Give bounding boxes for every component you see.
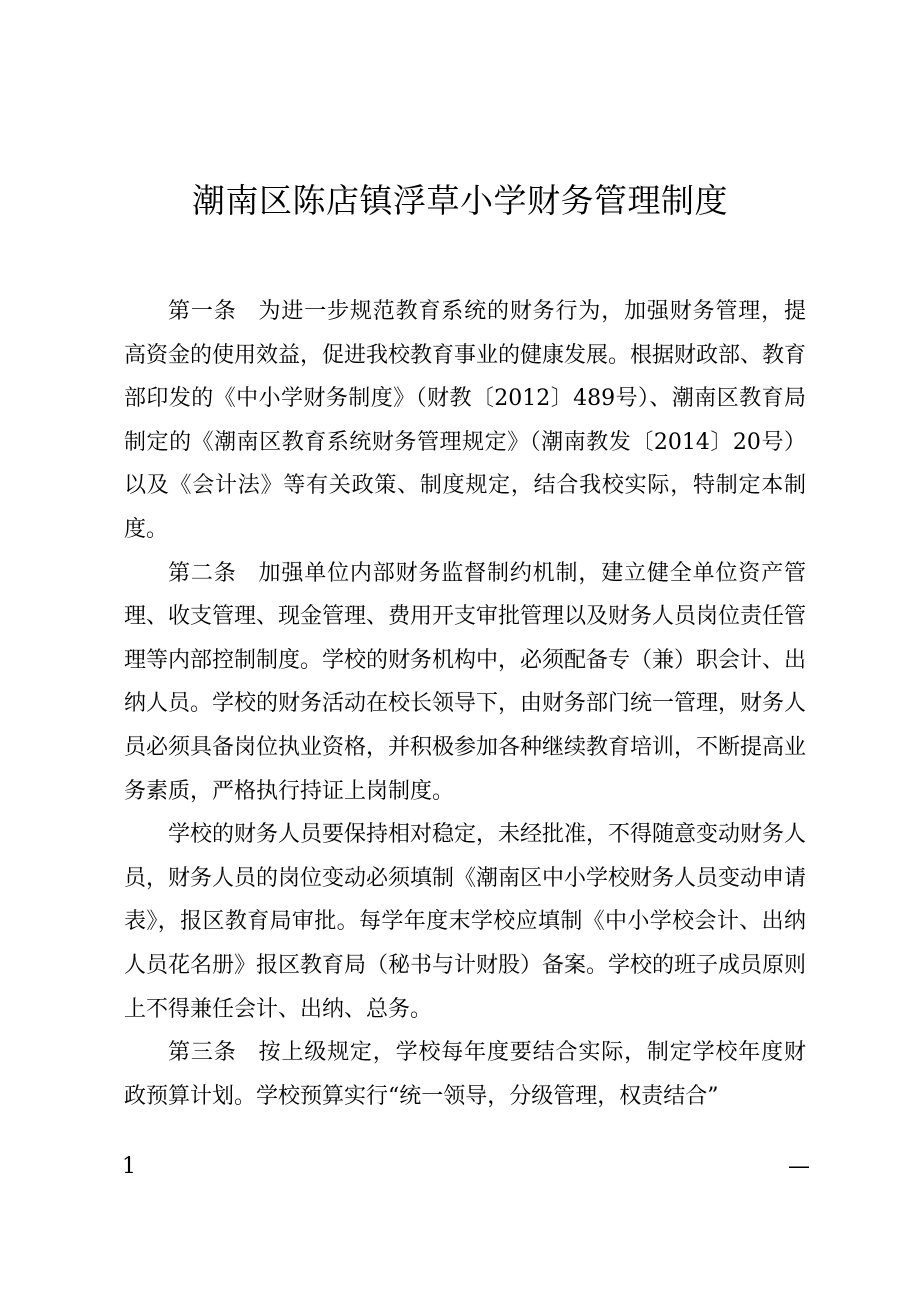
article-3-paragraph [124, 1031, 806, 1118]
article-3-label: 第三条 [168, 1040, 237, 1066]
page-number: 1 [122, 1154, 136, 1179]
document-title: 潮南区陈店镇浮草小学财务管理制度 [192, 181, 728, 220]
article-1-text: 为进一步规范教育系统的财务行为，加强财务管理，提高资金的使用效益，促进我校教育事业的健康发展。根据财政部、教育部印发的《中小学财务制度》（财教〔2012〕489号）、潮南区教育局制定的《潮南区教育系统财务管理规定》（潮南教发〔2014〕20号）以及《会计法》等有关政策、制度规定，结合我校实际，特制定本制度。 [124, 299, 807, 542]
article-3-text: 按上级规定，学校每年度要结合实际，制定学校年度财政预算计划。学校预算实行“统一领导，分级管理，权责结合” [124, 1040, 806, 1109]
footer-dash: — [788, 1154, 810, 1179]
article-1-paragraph [124, 290, 806, 552]
article-2-text: 加强单位内部财务监督制约机制，建立健全单位资产管理、收支管理、现金管理、费用开支审批管理以及财务人员岗位责任管理等内部控制制度。学校的财务机构中，必须配备专（兼）职会计、出纳人员。学校的财务活动在校长领导下，由财务部门统一管理，财务人员必须具备岗位执业资格，并积极参加各种继续教育培训，不断提高业务素质，严格执行持证上岗制度。 [124, 560, 807, 804]
article-2-label: 第二条 [168, 560, 237, 586]
article-1-label: 第一条 [168, 299, 237, 324]
article-2-continuation-paragraph [124, 813, 806, 1031]
article-2-paragraph [124, 552, 806, 814]
document-body [124, 290, 806, 1118]
article-2-continuation-text: 学校的财务人员要保持相对稳定，未经批准，不得随意变动财务人员，财务人员的岗位变动必须填制《潮南区中小学校财务人员变动申请表》，报区教育局审批。每学年度末学校应填制《中小学校会计、出纳人员花名册》报区教育局（秘书与计财股）备案。学校的班子成员原则上不得兼任会计、出纳、总务。 [124, 822, 807, 1022]
